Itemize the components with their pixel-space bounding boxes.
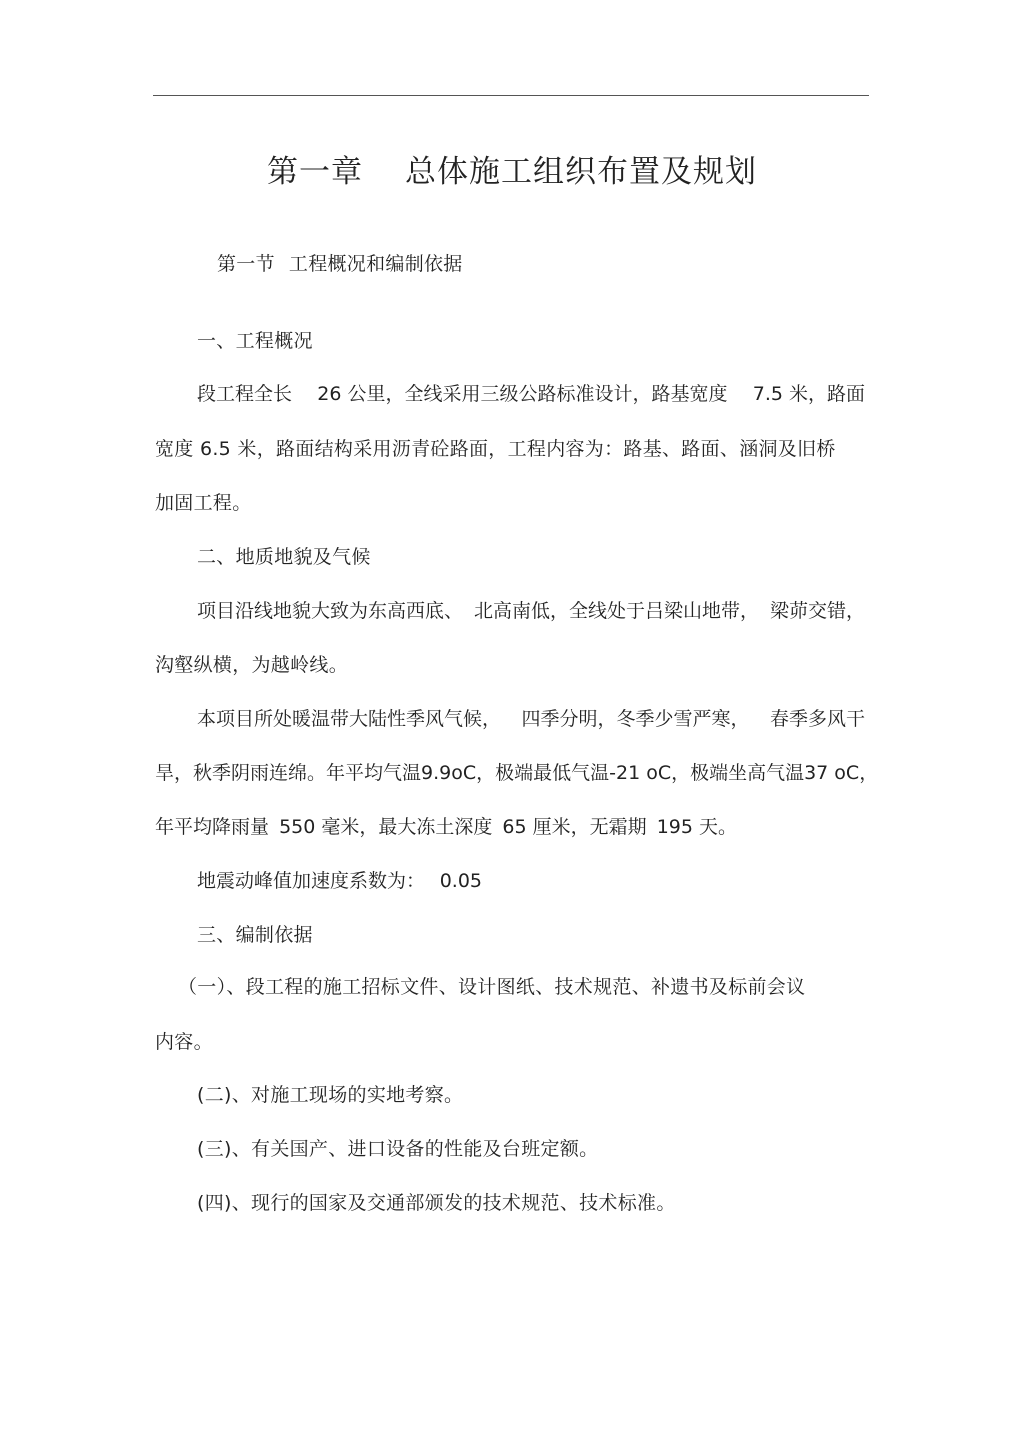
chapter-title [0,152,1024,192]
section-number: 第一节 [217,253,275,275]
list-item: (三)、有关国产、进口设备的性能及台班定额。 [197,1138,599,1160]
heading-project-overview: 一、工程概况 [197,330,313,352]
section-title [217,251,463,277]
text-fragment: 梁茆交错， [769,600,865,622]
heading-basis: 三、编制依据 [197,924,313,946]
text-fragment: 北高南低，全线处于吕梁山地带， [473,600,759,622]
seismic-value: 0.05 [439,870,482,892]
text-fragment: 四季分明，冬季少雪严寒， [521,708,750,730]
list-item: （一）、段工程的施工招标文件、设计图纸、技术规范、补遗书及标前会议 [178,976,806,998]
text-fragment: 本项目所处暖温带大陆性季风气候， [197,708,502,730]
text-fragment: 9.9oC，极端最低气温 [421,762,610,784]
chapter-number: 第一章 [267,154,363,190]
section-name: 工程概况和编制依据 [288,253,463,275]
heading-geology-climate: 二、地质地貌及气候 [197,546,371,568]
text-fragment: 旱，秋季阴雨连绵。年平均气温 [155,762,422,784]
text-fragment: 26 公里，全线采用三级公路标准设计，路基宽度 [317,383,728,405]
paragraph-line: 加固工程。 [155,492,252,514]
text-fragment: 段工程全长 [197,383,293,405]
list-item: (二)、对施工现场的实地考察。 [197,1084,464,1106]
paragraph-line: 宽度 6.5 米，路面结构采用沥青砼路面，工程内容为：路基、路面、涵洞及旧桥 [155,438,836,460]
text-fragment: 春季多风干 [769,708,865,730]
seismic-label: 地震动峰值加速度系数为： [197,870,426,892]
header-rule [153,95,869,96]
paragraph-line [155,760,879,786]
list-item-continuation: 内容。 [155,1031,213,1053]
text-fragment: 65 厘米，无霜期 [502,816,647,838]
text-fragment: 550 毫米，最大冻土深度 [279,816,493,838]
text-fragment: 7.5 米，路面 [752,383,865,405]
text-fragment: 37 oC， [804,762,879,784]
text-fragment: -21 oC，极端坐高气温 [609,762,805,784]
paragraph-line [197,706,865,732]
paragraph-line: 沟壑纵横，为越岭线。 [155,654,349,676]
paragraph-line [197,868,482,894]
paragraph-line [197,381,865,407]
text-fragment: 195 天。 [656,816,737,838]
list-item: (四)、现行的国家及交通部颁发的技术规范、技术标准。 [197,1192,676,1214]
chapter-name: 总体施工组织布置及规划 [405,154,757,190]
paragraph-line [155,814,737,840]
text-fragment: 年平均降雨量 [155,816,270,838]
text-fragment: 项目沿线地貌大致为东高西底、 [197,600,464,622]
paragraph-line [197,598,865,624]
